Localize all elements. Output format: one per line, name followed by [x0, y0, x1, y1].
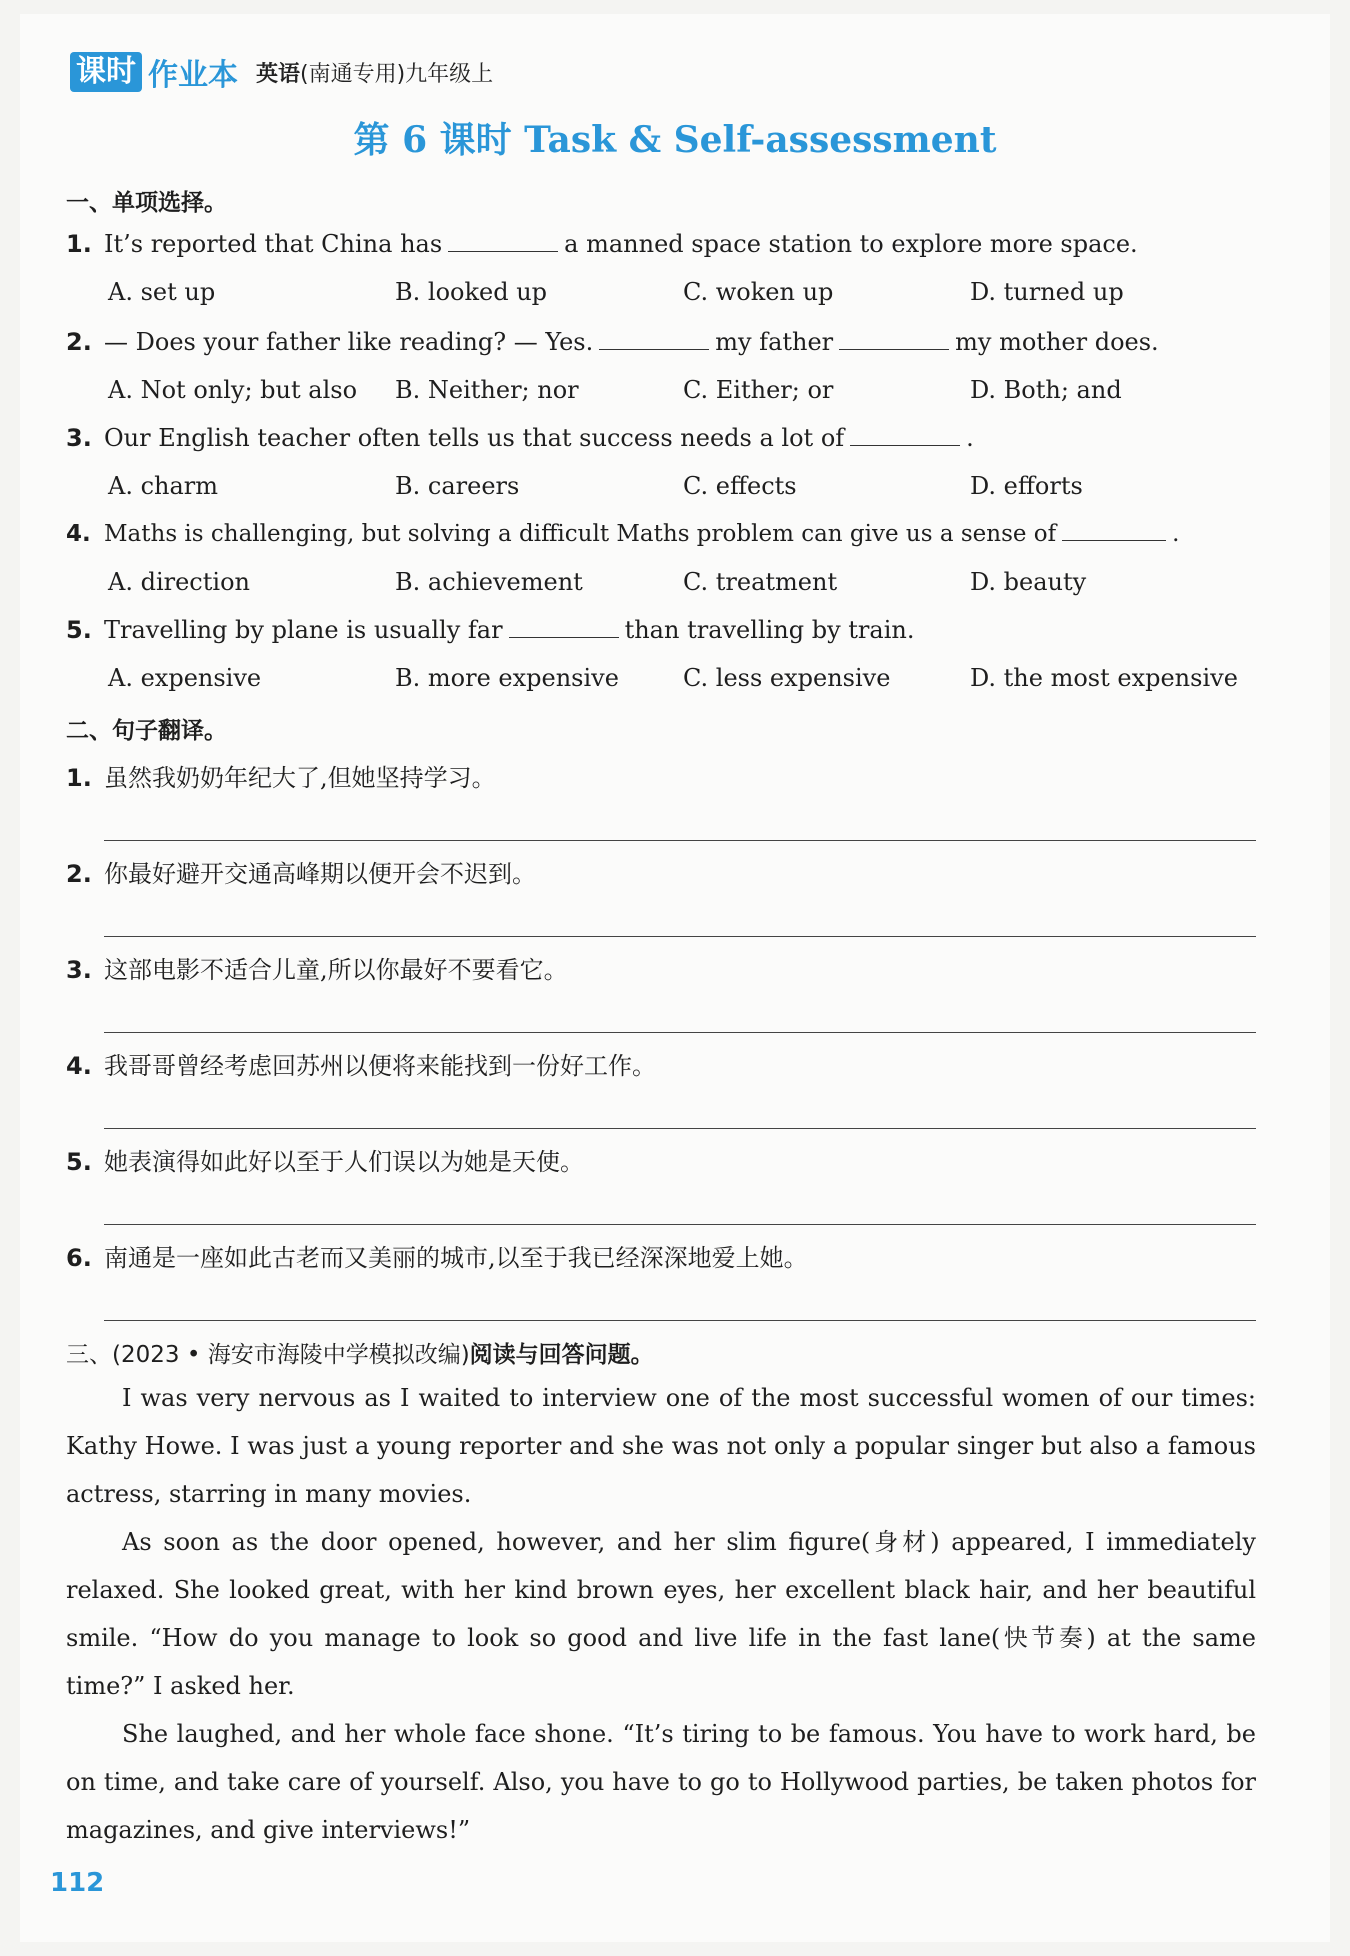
book-subtitle — [256, 57, 493, 88]
option-a[interactable]: A. Not only; but also — [108, 376, 358, 404]
question-text: Maths is challenging, but solving a difficult Maths problem can give us a sense of — [104, 521, 1057, 547]
question-text-post: . — [966, 424, 974, 452]
question-4 — [66, 520, 1179, 547]
answer-blank[interactable] — [839, 329, 949, 350]
reading-paragraph-2: As soon as the door opened, however, and her slim figure(身材) appeared, I immediately relaxed. She looked great, with her kind brown eyes, her excellent black hair, and her beautiful smile. “How do you manage to look so good and live life in the fast lane(快节奏) at the same time?” I asked her. — [66, 1528, 1256, 1700]
question-5 — [66, 616, 914, 644]
item-text: 南通是一座如此古老而又美丽的城市,以至于我已经深深地爱上她。 — [104, 1244, 808, 1272]
section-heading-translation: 二、句子翻译。 — [66, 718, 227, 744]
page-number: 112 — [50, 1868, 105, 1898]
option-d[interactable]: D. Both; and — [970, 376, 1122, 404]
item-text: 我哥哥曾经考虑回苏州以便将来能找到一份好工作。 — [104, 1052, 656, 1080]
reading-paragraph-3: She laughed, and her whole face shone. “It’s tiring to be famous. You have to work hard, be on time, and take care of yourself. Also, you have to go to Hollywood parties, be taken photos for magazines, and give interviews!” — [66, 1720, 1256, 1844]
question-text-post: my mother does. — [955, 328, 1159, 356]
translation-item-3 — [66, 950, 568, 985]
subject-label: 英语 — [256, 61, 301, 87]
answer-blank[interactable] — [599, 329, 709, 350]
translation-item-1 — [66, 758, 496, 793]
question-text: Travelling by plane is usually far — [104, 616, 503, 644]
question-number: 4. — [66, 521, 91, 547]
answer-blank[interactable] — [448, 231, 558, 252]
question-number: 5. — [66, 616, 92, 644]
question-number: 1. — [66, 230, 92, 258]
question-1 — [66, 230, 1138, 258]
option-d[interactable]: D. the most expensive — [970, 664, 1238, 692]
answer-line[interactable] — [104, 936, 1256, 937]
item-text: 这部电影不适合儿童,所以你最好不要看它。 — [104, 956, 568, 984]
option-b[interactable]: B. more expensive — [395, 664, 619, 692]
answer-line[interactable] — [104, 1320, 1256, 1321]
answer-blank[interactable] — [1062, 520, 1166, 541]
translation-item-5 — [66, 1142, 584, 1177]
item-text: 你最好避开交通高峰期以便开会不迟到。 — [104, 860, 536, 888]
question-text-post: than travelling by train. — [624, 616, 915, 644]
item-number: 6. — [66, 1244, 92, 1272]
section-source: 三、(2023 • 海安市海陵中学模拟改编) — [66, 1342, 470, 1368]
question-text-post: . — [1172, 521, 1180, 547]
option-c[interactable]: C. less expensive — [683, 664, 891, 692]
option-b[interactable]: B. careers — [395, 472, 520, 500]
question-text: — Does your father like reading? — Yes. — [104, 328, 594, 356]
answer-blank[interactable] — [509, 617, 619, 638]
option-c[interactable]: C. Either; or — [683, 376, 834, 404]
option-b[interactable]: B. looked up — [395, 278, 548, 306]
section-task: 阅读与回答问题。 — [469, 1342, 654, 1368]
translation-item-2 — [66, 854, 536, 889]
logo-box: 课时 — [70, 52, 142, 92]
option-a[interactable]: A. direction — [108, 568, 250, 596]
lesson-title: 第 6 课时 Task & Self-assessment — [353, 119, 997, 161]
answer-line[interactable] — [104, 1032, 1256, 1033]
question-text: Our English teacher often tells us that success needs a lot of — [104, 424, 845, 452]
section-heading-reading — [66, 1336, 654, 1369]
option-c[interactable]: C. woken up — [683, 278, 834, 306]
item-text: 虽然我奶奶年纪大了,但她坚持学习。 — [104, 764, 496, 792]
edition-label: (南通专用)九年级上 — [300, 61, 494, 87]
item-number: 4. — [66, 1052, 92, 1080]
option-a[interactable]: A. set up — [108, 278, 216, 306]
question-text-post: a manned space station to explore more space. — [564, 230, 1138, 258]
option-c[interactable]: C. effects — [683, 472, 797, 500]
question-text: It’s reported that China has — [104, 230, 443, 258]
translation-item-4 — [66, 1046, 656, 1081]
header — [70, 50, 493, 94]
question-3 — [66, 424, 974, 452]
item-number: 5. — [66, 1148, 92, 1176]
answer-line[interactable] — [104, 1128, 1256, 1129]
answer-line[interactable] — [104, 840, 1256, 841]
question-text-mid: my father — [715, 328, 834, 356]
reading-paragraph-1: I was very nervous as I waited to interview one of the most successful women of our times: Kathy Howe. I was just a young reporter and she was not only a popular singer but also a famous actress, starring in many movies. — [66, 1384, 1256, 1508]
translation-item-6 — [66, 1238, 808, 1273]
item-number: 2. — [66, 860, 92, 888]
option-b[interactable]: B. Neither; nor — [395, 376, 579, 404]
option-a[interactable]: A. expensive — [108, 664, 262, 692]
question-number: 2. — [66, 328, 92, 356]
item-number: 1. — [66, 764, 92, 792]
option-b[interactable]: B. achievement — [395, 568, 583, 596]
logo-text: 作业本 — [148, 58, 238, 93]
answer-line[interactable] — [104, 1224, 1256, 1225]
option-d[interactable]: D. turned up — [970, 278, 1124, 306]
option-d[interactable]: D. efforts — [970, 472, 1083, 500]
item-number: 3. — [66, 956, 92, 984]
option-a[interactable]: A. charm — [108, 472, 219, 500]
question-number: 3. — [66, 424, 92, 452]
answer-blank[interactable] — [850, 425, 960, 446]
option-d[interactable]: D. beauty — [970, 568, 1087, 596]
question-2 — [66, 328, 1159, 356]
section-heading-choice: 一、单项选择。 — [66, 190, 227, 216]
item-text: 她表演得如此好以至于人们误以为她是天使。 — [104, 1148, 584, 1176]
option-c[interactable]: C. treatment — [683, 568, 838, 596]
